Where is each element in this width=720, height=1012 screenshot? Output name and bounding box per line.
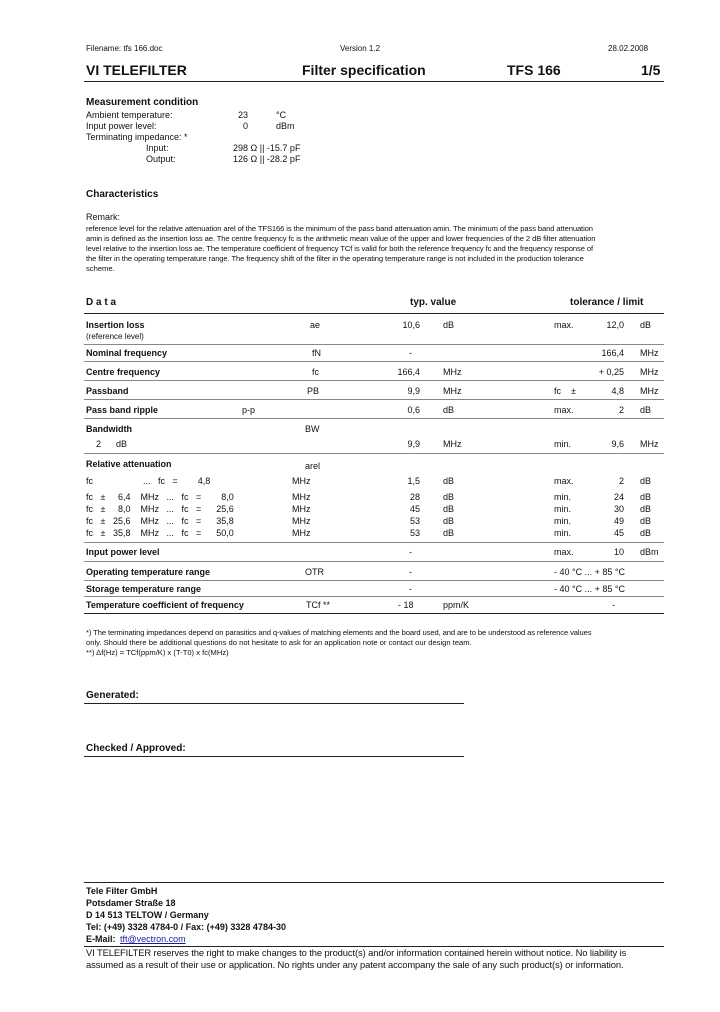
rel-limit: min.: [554, 504, 572, 514]
row-symbol: fN: [312, 348, 321, 358]
row-divider: [84, 418, 664, 419]
version: Version 1.2: [340, 44, 381, 53]
rel-range-unit: MHz: [292, 492, 311, 502]
row-symbol: fc: [312, 367, 320, 377]
row-typ: 9,9: [407, 386, 420, 396]
row-limit: max.: [554, 320, 574, 330]
company-title: VI TELEFILTER: [86, 62, 187, 78]
rel-title: Relative attenuation: [86, 459, 172, 469]
rel-tol: 45: [613, 528, 624, 538]
rel-symbol: arel: [305, 461, 321, 471]
row-unit: MHz: [443, 367, 462, 377]
rel-unit: dB: [443, 504, 455, 514]
row-divider: [84, 561, 664, 562]
row-name: Input power level: [86, 547, 160, 557]
row-limit: max.: [554, 405, 574, 415]
footnote: *) The terminating impedances depend on parasitics and q-values of matching elements and the board used, and are to be understood as reference values: [86, 628, 592, 637]
row-name: 2 dB: [96, 439, 128, 449]
footer-city: D 14 513 TELTOW / Germany: [86, 910, 209, 920]
rel-limit: min.: [554, 516, 572, 526]
rel-range: fc ± 8,0 MHz ... fc = 25,6: [86, 504, 234, 514]
row-name: Passband: [86, 386, 129, 396]
row-tol: + 0,25: [598, 367, 624, 377]
row-symbol: OTR: [305, 567, 324, 577]
row-tol: 12,0: [606, 320, 624, 330]
input-imp-label: Input:: [146, 143, 169, 153]
rel-tol-unit: dB: [640, 528, 652, 538]
row-unit: dB: [443, 405, 455, 415]
footer-company: Tele Filter GmbH: [86, 886, 158, 896]
row-tol: -: [612, 600, 615, 610]
footnote: **) Δf(Hz) = TCf(ppm/K) x (T-T0) x fc(MHz): [86, 648, 229, 657]
row-tol: - 40 °C ... + 85 °C: [554, 567, 625, 577]
remark-line: the filter in the operating temperature range. The frequency shift of the filter in the operating temperature range is not included in the production tolerance: [86, 254, 584, 263]
rel-unit: dB: [443, 492, 455, 502]
rel-range: fc ± 6,4 MHz ... fc = 8,0: [86, 492, 234, 502]
row-unit: dB: [443, 320, 455, 330]
row-typ: 10,6: [402, 320, 420, 330]
data-heading: D a t a: [86, 297, 117, 308]
power-value: 0: [243, 121, 249, 131]
row-name: Operating temperature range: [86, 567, 211, 577]
row-typ: -: [409, 547, 412, 557]
rel-unit: dB: [443, 528, 455, 538]
remark-line: level relative to the insertion loss ae. The temperature coefficient of frequency TCf is valid for both the reference frequency fc and the frequency response of: [86, 244, 593, 253]
rel-range-unit: MHz: [292, 528, 311, 538]
row-tol: 4,8: [611, 386, 624, 396]
row-tol-unit: MHz: [640, 367, 659, 377]
row-symbol: TCf **: [306, 600, 331, 610]
generated-signature-line: [84, 703, 464, 704]
rel-unit: dB: [443, 476, 455, 486]
rel-range: fc ± 35,8 MHz ... fc = 50,0: [86, 528, 234, 538]
output-imp-label: Output:: [146, 154, 176, 164]
footer-email-link[interactable]: tft@vectron.com: [120, 934, 186, 944]
rel-tol: 49: [613, 516, 624, 526]
generated-label: Generated:: [86, 690, 139, 701]
row-tol-unit: dBm: [640, 547, 659, 557]
row-tol: 9,6: [611, 439, 624, 449]
row-tol: - 40 °C ... + 85 °C: [554, 584, 625, 594]
row-divider: [84, 399, 664, 400]
page-number: 1/5: [641, 62, 661, 78]
rel-tol: 2: [618, 476, 624, 486]
rel-typ: 53: [409, 516, 420, 526]
row-symbol: ae: [310, 320, 321, 330]
footer-street: Potsdamer Straße 18: [86, 898, 176, 908]
footnote: only. Should there be additional questions do not hesitate to ask for an application note or contact our design team.: [86, 638, 472, 647]
row-extra: p-p: [242, 405, 256, 415]
row-typ: - 18: [398, 600, 414, 610]
rel-unit: dB: [443, 516, 455, 526]
rel-range: fc ... fc = 4,8: [86, 476, 211, 486]
row-tol-unit: MHz: [640, 348, 659, 358]
power-unit: dBm: [276, 121, 295, 131]
rel-typ: 28: [409, 492, 420, 502]
footer-email-label: E-Mail:: [86, 934, 116, 944]
row-divider: [84, 453, 664, 454]
tol-heading: tolerance / limit: [570, 297, 644, 308]
row-symbol: BW: [305, 424, 320, 434]
rel-range: fc ± 25,6 MHz ... fc = 35,8: [86, 516, 234, 526]
rel-range-unit: MHz: [292, 476, 311, 486]
rel-typ: 53: [409, 528, 420, 538]
rel-tol-unit: dB: [640, 492, 652, 502]
ambient-label: Ambient temperature:: [86, 110, 173, 120]
checked-label: Checked / Approved:: [86, 743, 186, 754]
term-label: Terminating impedance: *: [86, 132, 188, 142]
row-name: Bandwidth: [86, 424, 132, 434]
rel-tol: 30: [613, 504, 624, 514]
table-rule: [84, 313, 664, 314]
row-tol-unit: dB: [640, 320, 652, 330]
row-typ: -: [409, 348, 412, 358]
output-imp-value: 126 Ω || -28.2 pF: [233, 154, 301, 164]
disclaimer: VI TELEFILTER reserves the right to make changes to the product(s) and/or information contained herein without notice. No liability is: [86, 947, 627, 958]
rel-range-unit: MHz: [292, 504, 311, 514]
row-tol-unit: MHz: [640, 439, 659, 449]
rel-tol: 24: [613, 492, 624, 502]
row-name: Temperature coefficient of frequency: [86, 600, 244, 610]
row-typ: 166,4: [397, 367, 420, 377]
row-typ: 0,6: [407, 405, 420, 415]
date: 28.02.2008: [608, 44, 649, 53]
typ-heading: typ. value: [410, 297, 457, 308]
rel-limit: min.: [554, 492, 572, 502]
doc-title: Filter specification: [302, 62, 426, 78]
footer-rule: [84, 882, 664, 883]
row-divider: [84, 580, 664, 581]
rel-tol-unit: dB: [640, 516, 652, 526]
part-number: TFS 166: [507, 62, 561, 78]
measurement-title: Measurement condition: [86, 97, 199, 108]
row-sub: (reference level): [86, 332, 144, 341]
rel-tol-unit: dB: [640, 476, 652, 486]
row-tol-unit: dB: [640, 405, 652, 415]
rel-range-unit: MHz: [292, 516, 311, 526]
rel-limit: max.: [554, 476, 574, 486]
power-label: Input power level:: [86, 121, 157, 131]
row-typ: 9,9: [407, 439, 420, 449]
input-imp-value: 298 Ω || -15.7 pF: [233, 143, 301, 153]
row-name: Centre frequency: [86, 367, 161, 377]
remark-line: amin is defined as the insertion loss ae. The centre frequency fc is the arithmetic mean value of the upper and lower frequencies of the 2 dB filter attenuation: [86, 234, 596, 243]
rel-tol-unit: dB: [640, 504, 652, 514]
row-tol-unit: MHz: [640, 386, 659, 396]
row-name: Insertion loss: [86, 320, 145, 330]
row-unit: MHz: [443, 386, 462, 396]
row-divider: [84, 380, 664, 381]
remark-line: scheme.: [86, 264, 115, 273]
row-typ: -: [409, 584, 412, 594]
footer-phone: Tel: (+49) 3328 4784-0 / Fax: (+49) 3328 4784-30: [86, 922, 286, 932]
row-divider: [84, 596, 664, 597]
disclaimer: assumed as a result of their use or application. No rights under any patent accompany the sale of any such product(s) or information.: [86, 959, 624, 970]
row-divider: [84, 542, 664, 543]
row-symbol: PB: [307, 386, 320, 396]
header-rule: [84, 81, 664, 82]
filename: Filename: tfs 166.doc: [86, 44, 163, 53]
row-unit: ppm/K: [443, 600, 470, 610]
ambient-value: 23: [238, 110, 249, 120]
row-divider: [84, 361, 664, 362]
rel-typ: 1,5: [407, 476, 420, 486]
remark-line: reference level for the relative attenuation arel of the TFS166 is the minimum of the pass band attenuation amin. The minimum of the pass band attenuation: [86, 224, 593, 233]
row-unit: MHz: [443, 439, 462, 449]
row-tol: 2: [618, 405, 624, 415]
row-name: Nominal frequency: [86, 348, 168, 358]
row-divider: [84, 344, 664, 345]
rel-limit: min.: [554, 528, 572, 538]
row-tol: 166,4: [601, 348, 624, 358]
row-typ: -: [409, 567, 412, 577]
table-end-rule: [84, 613, 664, 614]
row-limit: fc ±: [554, 386, 576, 396]
checked-signature-line: [84, 756, 464, 757]
row-name: Storage temperature range: [86, 584, 202, 594]
rel-typ: 45: [409, 504, 420, 514]
characteristics-title: Characteristics: [86, 189, 159, 200]
row-limit: min.: [554, 439, 572, 449]
ambient-unit: °C: [276, 110, 287, 120]
remark-label: Remark:: [86, 212, 121, 222]
row-limit: max.: [554, 547, 574, 557]
row-tol: 10: [613, 547, 624, 557]
row-name: Pass band ripple: [86, 405, 159, 415]
